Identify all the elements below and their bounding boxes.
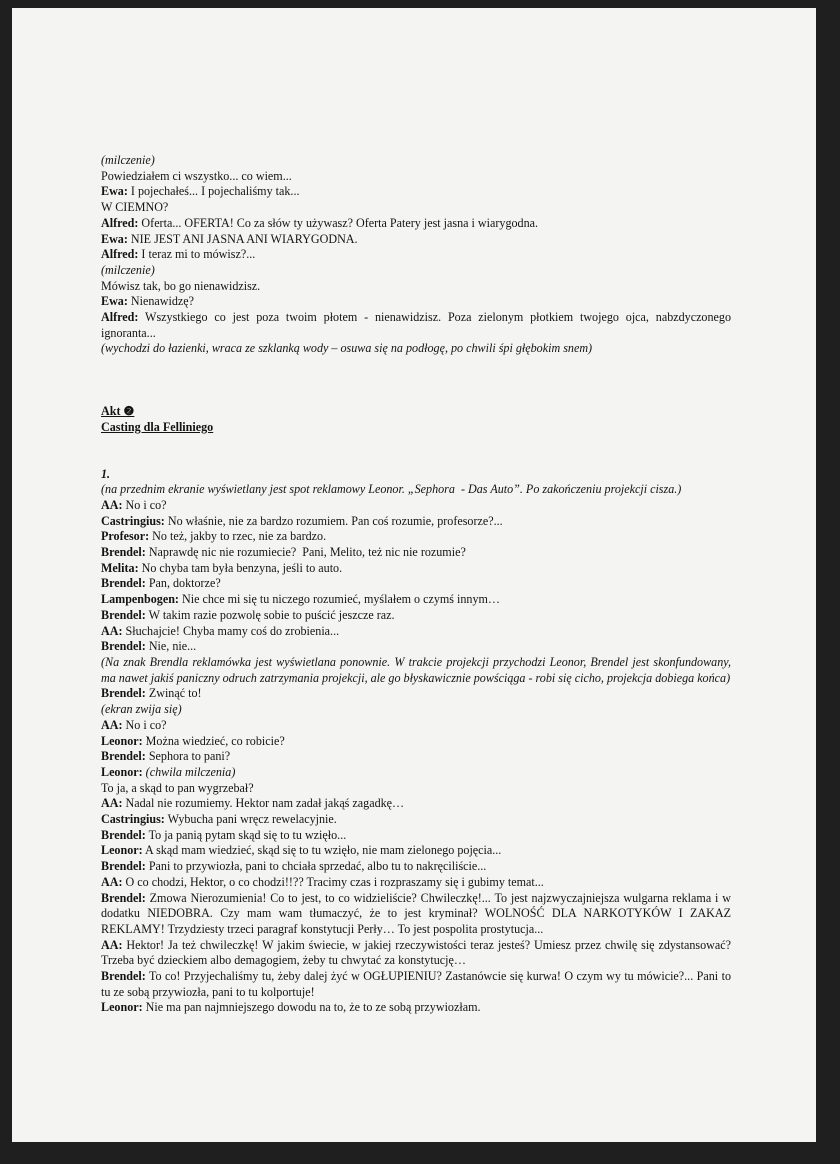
line-text: NIE JEST ANI JASNA ANI WIARYGODNA. bbox=[127, 231, 358, 246]
line-text: Wszystkiego co jest poza twoim płotem - nienawidzisz. Poza zielonym płotkiem twojego ojca, nabzdyczonego ignoranta... bbox=[101, 310, 735, 340]
dialogue-line bbox=[101, 279, 731, 295]
dialogue-line bbox=[101, 890, 735, 938]
line-text: No i co? bbox=[122, 717, 167, 732]
dialogue-line bbox=[101, 592, 731, 608]
speaker-name: AA: bbox=[101, 717, 123, 732]
dialogue-line bbox=[101, 875, 731, 891]
speaker-name: Ewa: bbox=[101, 231, 128, 246]
dialogue-line bbox=[101, 184, 731, 200]
dialogue-block-scene-1 bbox=[101, 482, 735, 1016]
speaker-name: AA: bbox=[101, 796, 123, 811]
speaker-name: Alfred: bbox=[101, 310, 139, 325]
speaker-name: Alfred: bbox=[101, 215, 139, 230]
dialogue-line bbox=[101, 608, 731, 624]
speaker-name: AA: bbox=[101, 623, 123, 638]
dialogue-line bbox=[101, 545, 731, 561]
line-text: Zwinąć to! bbox=[145, 686, 202, 701]
speaker-name: Lampenbogen: bbox=[101, 592, 179, 607]
line-text: Nadal nie rozumiemy. Hektor nam zadał jakąś zagadkę… bbox=[122, 796, 405, 811]
dialogue-line bbox=[101, 734, 731, 750]
line-text: Hektor! Ja też chwileczkę! W jakim świecie, w jakiej rzeczywistości teraz jesteś? Umiesz przez chwilę się zdystansować? Trzeba być dzieckiem albo demagogiem, żeby tu chwytać za konstytucję… bbox=[101, 937, 734, 968]
speaker-name: Brendel: bbox=[101, 607, 146, 622]
line-text: No i co? bbox=[122, 497, 167, 512]
dialogue-line bbox=[101, 216, 731, 232]
dialogue-line bbox=[101, 169, 731, 185]
dialogue-line bbox=[101, 828, 731, 844]
speaker-name: AA: bbox=[101, 497, 123, 512]
line-text: Można wiedzieć, co robicie? bbox=[142, 733, 285, 748]
dialogue-line bbox=[101, 294, 731, 310]
line-text: Nie ma pan najmniejszego dowodu na to, że to ze sobą przywiozłam. bbox=[142, 1000, 481, 1015]
spacer bbox=[101, 436, 731, 467]
speaker-name: Leonor: bbox=[101, 733, 143, 748]
speaker-name: Brendel: bbox=[101, 686, 146, 701]
line-text: To ja panią pytam skąd się to tu wzięło... bbox=[145, 827, 347, 842]
speaker-name: Brendel: bbox=[101, 859, 146, 874]
act-subtitle: Casting dla Felliniego bbox=[101, 419, 214, 434]
act-title: Akt ❷ bbox=[101, 404, 135, 419]
line-text: Pani to przywiozła, pani to chciała sprzedać, albo tu to nakręciliście... bbox=[145, 859, 487, 874]
speaker-name: Ewa: bbox=[101, 294, 128, 309]
line-text: No chyba tam była benzyna, jeśli to auto. bbox=[138, 560, 343, 575]
line-text: Nie chce mi się tu niczego rozumieć, myślałem o czymś innym… bbox=[178, 592, 501, 607]
line-text: O co chodzi, Hektor, o co chodzi!!?? Tracimy czas i rozpraszamy się i gubimy temat... bbox=[122, 874, 544, 889]
dialogue-line bbox=[101, 781, 731, 797]
speaker-name: Ewa: bbox=[101, 184, 128, 199]
dialogue-line bbox=[101, 232, 731, 248]
line-text: Mówisz tak, bo go nienawidzisz. bbox=[101, 278, 261, 293]
stage-direction: (milczenie) bbox=[101, 262, 155, 277]
speaker-name: Brendel: bbox=[101, 969, 146, 984]
dialogue-line bbox=[101, 247, 731, 263]
speaker-name: Profesor: bbox=[101, 529, 150, 544]
dialogue-line bbox=[101, 686, 731, 702]
speaker-name: Brendel: bbox=[101, 545, 146, 560]
line-text: Sephora to pani? bbox=[145, 749, 231, 764]
dialogue-line bbox=[101, 859, 731, 875]
script-text bbox=[101, 153, 735, 1016]
speaker-name: Brendel: bbox=[101, 749, 146, 764]
line-text: Słuchajcie! Chyba mamy coś do zrobienia... bbox=[122, 623, 340, 638]
stage-direction: (na przednim ekranie wyświetlany jest spot reklamowy Leonor. „Sephora - Das Auto”. Po zakończeniu projekcji cisza.) bbox=[101, 482, 682, 497]
line-text: I pojechałeś... I pojechaliśmy tak... bbox=[127, 184, 300, 199]
dialogue-line bbox=[101, 718, 731, 734]
dialogue-line bbox=[101, 749, 731, 765]
dialogue-line bbox=[101, 561, 731, 577]
line-text: Powiedziałem ci wszystko... co wiem... bbox=[101, 168, 292, 183]
dialogue-line bbox=[101, 812, 731, 828]
speaker-name: Leonor: bbox=[101, 843, 143, 858]
dialogue-line bbox=[101, 624, 731, 640]
line-text: Zmowa Nierozumienia! Co to jest, to co widzieliście? Chwileczkę!... To jest najzwyczajniejsza wulgarna reklama i w dodatku NIEDOBRA. Czy mam wam tłumaczyć, że to jest kryminał? WOLNOŚĆ DLA NARKOTYKÓW I ZAKAZ REKLAMY! Trzydziesty trzeci paragraf konstytucji Perły… To jest pospolita prostytucja... bbox=[101, 890, 735, 936]
stage-direction: (Na znak Brendla reklamówka jest wyświetlana ponownie. W trakcie projekcji przychodzi Leonor, Brendel jest skonfundowany, ma nawet jakiś paniczny odruch zatrzymania projekcji, ale go błyskawicznie powściąga - robi się cicho, projekcja dobiega końca) bbox=[101, 654, 735, 685]
speaker-name: Castringius: bbox=[101, 812, 165, 827]
dialogue-line bbox=[101, 514, 731, 530]
dialogue-line bbox=[101, 969, 735, 1000]
line-text: Naprawdę nic nie rozumiecie? Pani, Melito, też nic nie rozumie? bbox=[145, 545, 466, 560]
dialogue-line bbox=[101, 200, 731, 216]
stage-direction: (ekran zwija się) bbox=[101, 702, 182, 717]
speaker-name: Brendel: bbox=[101, 639, 146, 654]
speaker-name: Leonor: bbox=[101, 764, 143, 779]
line-text: I teraz mi to mówisz?... bbox=[138, 247, 256, 262]
line-text: Wybucha pani wręcz rewelacyjnie. bbox=[164, 812, 337, 827]
speaker-name: AA: bbox=[101, 874, 123, 889]
speaker-name: Melita: bbox=[101, 560, 139, 575]
speaker-name: Alfred: bbox=[101, 247, 139, 262]
speaker-name: AA: bbox=[101, 937, 123, 952]
speaker-name: Brendel: bbox=[101, 827, 146, 842]
dialogue-line bbox=[101, 843, 731, 859]
line-text: To co! Przyjechaliśmy tu, żeby dalej żyć w OGŁUPIENIU? Zastanówcie się kurwa! O czym wy tu mówicie?... Pani to tu ze sobą przywiozła, pani to tu kolportuje! bbox=[101, 969, 735, 999]
stage-direction: (milczenie) bbox=[101, 153, 155, 167]
line-text: Nienawidzę? bbox=[127, 294, 195, 309]
line-text: A skąd mam wiedzieć, skąd się to tu wzięło, nie mam zielonego pojęcia... bbox=[142, 843, 502, 858]
stage-direction: (wychodzi do łazienki, wraca ze szklanką wody – osuwa się na podłogę, po chwili śpi głębokim snem) bbox=[101, 341, 593, 356]
line-text: Pan, doktorze? bbox=[145, 576, 221, 591]
dialogue-line bbox=[101, 937, 734, 969]
scene-number: 1. bbox=[101, 466, 111, 481]
dialogue-line bbox=[101, 1000, 731, 1016]
line-text: No też, jakby to rzec, nie za bardzo. bbox=[149, 529, 327, 544]
dialogue-line bbox=[101, 310, 735, 341]
speaker-name: Castringius: bbox=[101, 513, 165, 528]
speaker-name: Leonor: bbox=[101, 1000, 143, 1015]
line-text: No właśnie, nie za bardzo rozumiem. Pan coś rozumie, profesorze?... bbox=[164, 513, 503, 528]
dialogue-line bbox=[101, 796, 731, 812]
spacer bbox=[101, 357, 731, 404]
dialogue-line bbox=[101, 765, 731, 781]
speaker-name: Brendel: bbox=[101, 576, 146, 591]
line-text: To ja, a skąd to pan wygrzebał? bbox=[101, 780, 254, 795]
line-text: W takim razie pozwolę sobie to puścić jeszcze raz. bbox=[145, 607, 395, 622]
dialogue-line bbox=[101, 576, 731, 592]
dialogue-line bbox=[101, 639, 731, 655]
dialogue-line bbox=[101, 529, 731, 545]
speaker-name: Brendel: bbox=[101, 890, 146, 905]
line-text: Nie, nie... bbox=[145, 639, 197, 654]
inline-stage-direction: (chwila milczenia) bbox=[142, 764, 236, 779]
dialogue-block-act-1 bbox=[101, 153, 735, 357]
dialogue-line bbox=[101, 498, 731, 514]
document-page bbox=[12, 8, 816, 1142]
line-text: W CIEMNO? bbox=[101, 200, 169, 215]
line-text: Oferta... OFERTA! Co za słów ty używasz? Oferta Patery jest jasna i wiarygodna. bbox=[138, 215, 539, 230]
